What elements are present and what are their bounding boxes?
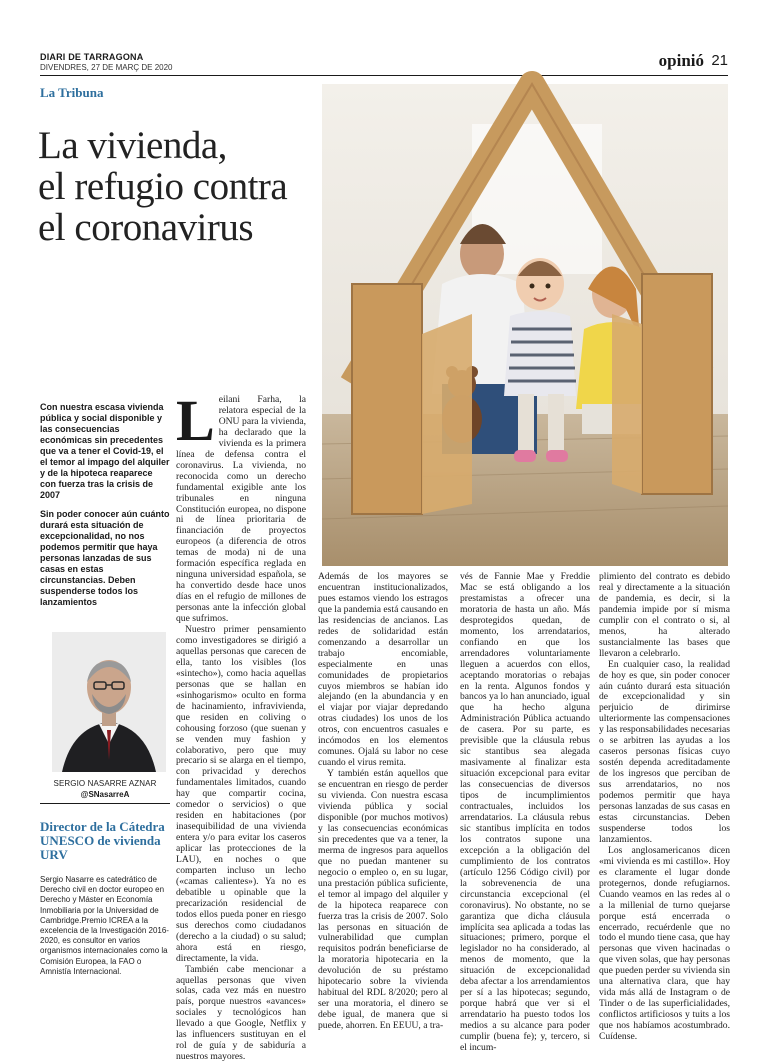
author-portrait bbox=[52, 632, 166, 772]
author-twitter-handle: @SNasarreA bbox=[80, 790, 130, 799]
headline bbox=[38, 125, 328, 248]
author-divider bbox=[40, 803, 170, 804]
author-bio: Sergio Nasarre es catedrático de Derecho civil en doctor europeo en Derecho y Máster en Economía Inmobiliaria por la Universidad de Cambridge.Premio ICREA a la excelencia de la Investigación 2016-2020, es consultor en varios organismos internacionales como la Comisión Europea, la FAO o Amnistía Internacional. bbox=[40, 875, 169, 976]
article-paragraph: Los anglosamericanos dicen «mi vivienda es mi castillo». Hoy es claramente el lugar donde protegernos, donde refugiarnos. Cuando veamos en las redes al o a la millenial de turno quejarse porque está encerrada o encerrado, recuérdenle que no todo el mundo tiene casa, que hay personas que viven hacinadas o que viven solas, que hay personas que pueden perder su vivienda sin una alternativa clara, que hay vida más allá de Instagram o de Tinder o de las superficialidades, conflictos artificiosos y tuits a los que nos habíamos acostumbrado. Cuídense. bbox=[599, 844, 730, 1043]
article-column-4 bbox=[599, 572, 730, 1043]
author-title: Director de la Cátedra UNESCO de vivienda URV bbox=[40, 819, 165, 862]
summary-highlights bbox=[40, 402, 170, 616]
article-paragraph: plimiento del contrato es debido real y directamente a la situación de pandemia, es decir, si la pandemia impide por sí misma cumplir con el contrato o si, al menos, ha alterado sustancialmente las bases que llevaron a celebrarlo. bbox=[599, 571, 730, 659]
article-paragraph: Nuestro primer pensamiento como investigadores se dirigió a aquellas personas que carecen de ella, tanto los visibles (los «sintecho»), como hacia aquellas personas que se hallan en «sinhogarismo» oculto en forma de hacinamiento, infravivienda, que residen en coliving o cohousing forzoso (que suenan y se venden muy fashion y colaborativo, pero que muy precario si se alarga en el tiempo, con privacidad y derechos fundamentales limitados, cuando hay que compartir cocina, comedor o servicios) o que residen en habitaciones (por inasequibilidad de una vivienda entera y/o para evitar los caseros aplicar las protecciones de la LAU), en noches o que comparten incluso un lecho («camas calientes»). Ya no es debatible u opinable que la precarización residencial de todos ellos pueda poner en riesgo sus derechos como ciudadanos (derecho a la ciudad) o su salud; ahora está en riesgo, directamente, la vida. bbox=[176, 624, 306, 964]
section-kicker: La Tribuna bbox=[40, 85, 104, 100]
author-portrait-illustration bbox=[52, 632, 166, 772]
main-photo bbox=[322, 84, 728, 566]
article-paragraph: También cabe mencionar a aquellas personas que viven solas, cada vez más en nuestro país, porque nuestros «avances» sociales y tecnológicos han llevado a que Google, Netflix y las influencers sustituyan en el rol de guía y de sabiduría a nuestros mayores. bbox=[176, 963, 306, 1063]
article-column-3 bbox=[460, 572, 590, 1054]
headline-line-1: La vivienda, bbox=[38, 124, 227, 167]
family-cardboard-house-illustration bbox=[322, 84, 728, 566]
article-column-2 bbox=[318, 572, 448, 1032]
summary-paragraph: Sin poder conocer aún cuánto durará esta situación de excepcionalidad, no nos podemos permitir que haya personas lanzadas de sus casas en estas circunstancias. Deben suspenderse todos los lanzamientos bbox=[40, 509, 170, 607]
publication-date: DIVENDRES, 27 DE MARÇ DE 2020 bbox=[40, 63, 173, 72]
headline-line-3: el coronavirus bbox=[38, 206, 254, 249]
masthead bbox=[40, 50, 728, 76]
summary-paragraph: Con nuestra escasa vivienda pública y social disponible y las consecuencias económicas sin precedentes que va a tener el Covid-19, el el temor al impago del alquiler y de la hipoteca reaparece con fuerza tras la crisis de 2007 bbox=[40, 402, 170, 500]
section-name: opinió bbox=[658, 51, 704, 70]
author-name: SERGIO NASARRE AZNAR bbox=[53, 779, 157, 788]
article-column-1 bbox=[176, 388, 306, 1063]
article-paragraph: Además de los mayores se encuentran institucionalizados, pues estamos viendo los estragos que la pandemia está causando en las residencias de ancianos. Las redes de solidaridad están comenzando a desarrollar un trabajo encomiable, especialmente en unas comunidades de propietarios cuyos miembros se habían ido alejando (en la abundancia y en el viajar por viajar depredando otras ciudades) los unos de los otros, con encuentros casuales e incómodos en los elementos comunes. Ojalá su labor no cese cuando el virus remita. bbox=[318, 571, 448, 769]
article-paragraph: Y también están aquellos que se encuentran en riesgo de perder su vivienda. Con nuestra escasa vivienda pública y social disponible (por muchos motivos) y las consecuencias económicas sin precedentes que va a tener, la merma de ingresos para aquellos que no puedan mantener su negocio o empleo o, en su lugar, una prestación pública suficiente, el temor al impago del alquiler y de la hipoteca reaparece con fuerza tras la crisis de 2007. Solo las personas en situación de vulnerabilidad que cumplan requisitos podrán beneficiarse de la moratoria hipotecaria en la devolución de su préstamo hipotecario sobre la vivienda habitual del RDL 8/2020; pero al ser una moratoria, el dinero se debe igual, de manera que si puede, ahorren. En EEUU, a tra- bbox=[318, 768, 448, 1032]
article-paragraph: vés de Fannie Mae y Freddie Mac se está obligando a los prestamistas a ofrecer una moratoria de hasta un año. Más desprotegidos quedan, de momento, los arrendatarios, confiando en que los arrendadores voluntariamente lleguen a acuerdos con ellos, aceptando moratorias o rebajas en la renta. Algunos fondos y bancos ya lo han anunciado, igual que ha hecho alguna Administración Pública actuando de casera. Por su parte, es previsible que la cláusula rebus sic stantibus sea alegada masivamente al finalizar esta situación excepcional para evitar las consecuencias de diversos tipos de incumplimientos contractuales, incluidos los arrendatarios. La cláusula rebus sic stantibus implícita en todos los contratos supone una excepción a la obligación del cumplimiento de los contratos (artículo 1256 Código civil) por la sobrevenencia de una circunstancia excepcional (el coronavirus). No obstante, no se garantiza que dicha cláusula implícita sea aplicada a todas las situaciones; primero, porque el legislador no ha considerado, al menos de momento, que la situación de excepcionalidad deba afectar a los arrendamientos per sí a las hipotecas; segundo, porque habrá que ver si el arrendatario ha puesto todos los medios a su alcance para poder cumplir (buena fe); y, tercero, si el incum- bbox=[460, 571, 591, 1053]
article-paragraph: En cualquier caso, la realidad de hoy es que, sin poder conocer aún cuánto durará esta situación de excepcionalidad y sin perjuicio de dirimirse ulteriormente las compensaciones y las responsabilidades necesarias o se arbitren las ayudas a los caseros personas físicas cuyo sostén dependa acreditadamente de los ingresos que perciban de sus arrendatarios, no nos podemos permitir que haya personas lanzadas de sus casas en estas circunstancias. Deben suspenderse todos los lanzamientos. bbox=[599, 658, 730, 845]
drop-cap: L bbox=[176, 388, 215, 453]
page-number: 21 bbox=[711, 52, 728, 69]
article-paragraph: eilani Farha, la relatora especial de la ONU para la vivienda, ha declarado que la vivienda es la primera línea de defensa contra el coronavirus. La vivienda, no reconocida como un derecho fundamental exigible ante los tribunales en ninguna Constitución europea, no dispone ni de línea prioritaria de financiación de proyectos europeos (a diferencia de otros temas de moda) ni de una formación específica reglada en ninguna universidad española, se ha convertido desde hace unos días en el refugio de millones de personas ante la infección global que sufrimos. bbox=[176, 394, 306, 625]
headline-line-2: el refugio contra bbox=[38, 165, 288, 208]
paper-name: DIARI DE TARRAGONA bbox=[40, 52, 144, 62]
